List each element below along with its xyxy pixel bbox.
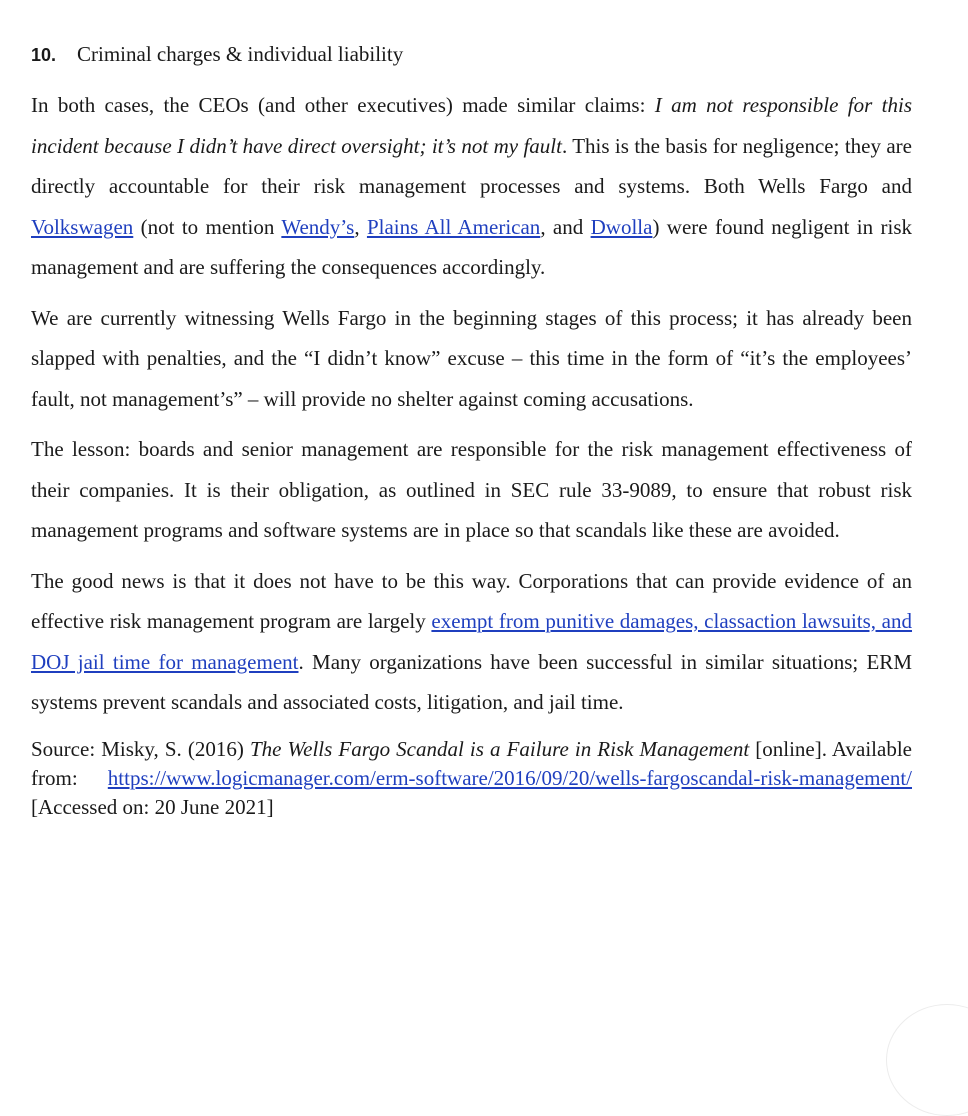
p1-text-5: , and [540, 214, 591, 239]
source-text-1: Source: Misky, S. (2016) [31, 736, 250, 761]
source-url-link[interactable]: https://www.logicmanager.com/erm-software/2016/09/20/wells-fargoscandal-risk-management/ [107, 765, 912, 790]
link-plains-all-american[interactable]: Plains All American [366, 214, 541, 239]
link-volkswagen[interactable]: Volkswagen [31, 214, 134, 239]
paragraph-good-news [31, 561, 912, 723]
section-title: Criminal charges & individual liability [77, 42, 404, 66]
p4-text-1: The good news is that it does not have to be this way. Corporations that can provide evidence of an effective risk management program are largely [31, 568, 912, 633]
paragraph-lesson: The lesson: boards and senior management are responsible for the risk management effectiveness of their companies. It is their obligation, as outlined in SEC rule 33-9089, to ensure that robust risk management programs and software systems are in place so that scandals like these are avoided. [31, 437, 912, 542]
link-exempt-damages[interactable]: exempt from punitive damages, classaction lawsuits, and DOJ jail time for management [31, 609, 913, 674]
section-number: 10. [31, 45, 57, 65]
p1-text-6: ) were found negligent in risk management and are suffering the consequences accordingly. [31, 214, 913, 279]
page-corner-decoration [886, 1004, 968, 1116]
source-text-2: [online]. Available from: [31, 736, 912, 790]
p1-text-4: , [354, 214, 367, 239]
p1-text-3: (not to mention [133, 214, 282, 239]
document-page [31, 38, 912, 832]
source-title: The Wells Fargo Scandal is a Failure in Risk Management [249, 736, 750, 761]
p4-text-2: . Many organizations have been successful in similar situations; ERM systems prevent scandals and associated costs, litigation, and jail time. [31, 649, 912, 714]
p1-text-1: In both cases, the CEOs (and other executives) made similar claims: [31, 93, 655, 117]
p1-quote: I am not responsible for this incident because I didn’t have direct oversight; it’s not my fault [31, 93, 913, 158]
p1-text-2: . This is the basis for negligence; they are directly accountable for their risk management processes and systems. Both Wells Fargo and [31, 133, 912, 198]
link-wendys[interactable]: Wendy’s [281, 214, 355, 239]
link-dwolla[interactable]: Dwolla [590, 214, 653, 239]
source-citation [31, 735, 912, 822]
section-heading [31, 38, 912, 71]
paragraph-negligence [31, 85, 912, 288]
paragraph-wells-fargo: We are currently witnessing Wells Fargo in the beginning stages of this process; it has already been slapped with penalties, and the “I didn’t know” excuse – this time in the form of “it’s the employees’ fault, not management’s” – will provide no shelter against coming accusations. [31, 305, 912, 411]
source-text-3: [Accessed on: 20 June 2021] [31, 794, 274, 819]
